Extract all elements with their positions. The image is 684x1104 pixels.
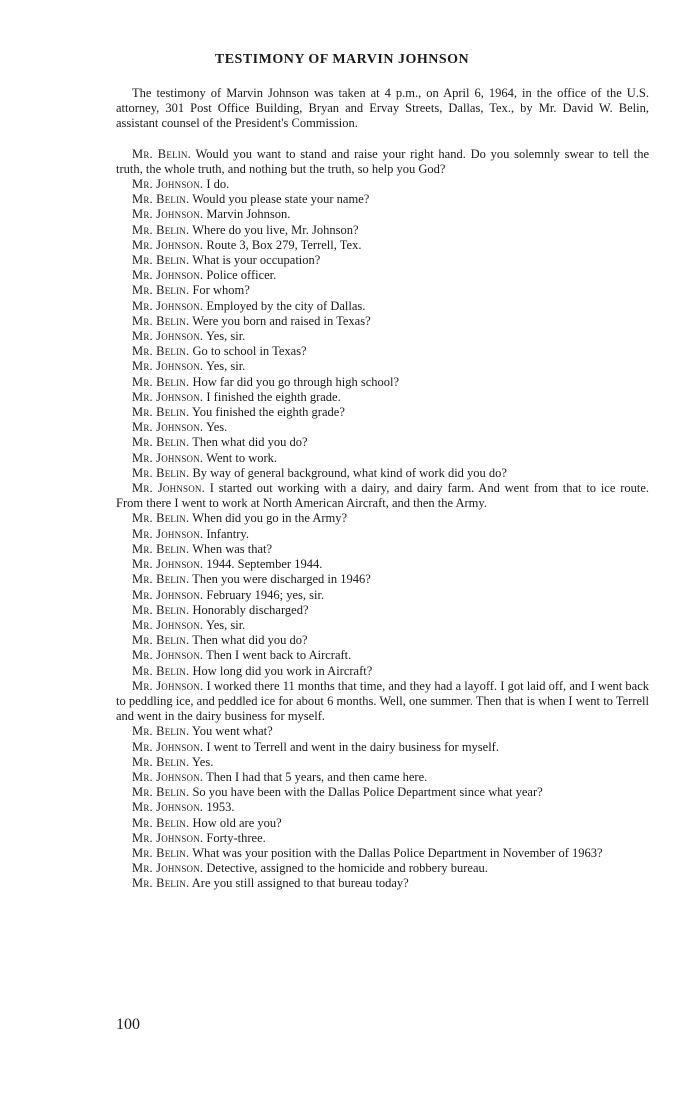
transcript-line [116, 800, 649, 815]
speaker-label: Mr. Belin. [132, 465, 190, 480]
transcript-line [116, 785, 649, 800]
speaker-label: Mr. Belin. [132, 283, 190, 298]
speech-text: Are you still assigned to that bureau today? [191, 876, 409, 891]
speaker-label: Mr. Belin. [132, 602, 190, 617]
transcript-line [116, 147, 649, 177]
speech-text: What is your occupation? [192, 253, 321, 268]
speaker-label: Mr. Johnson. [132, 557, 204, 572]
speech-text: I worked there 11 months that time, and they had a layoff. I got laid off, and I went back to peddling ice, and peddled ice for about 6 months. Well, one summer. Then that is when I went to Terrell and went in the dairy business for myself. [116, 678, 649, 724]
speaker-label: Mr. Johnson. [132, 617, 204, 632]
speech-text: How old are you? [192, 815, 282, 830]
speech-text: Yes, sir. [205, 329, 246, 344]
speaker-label: Mr. Johnson. [132, 329, 204, 344]
speech-text: Where do you live, Mr. Johnson? [192, 222, 359, 237]
page-title: TESTIMONY OF MARVIN JOHNSON [214, 52, 470, 67]
transcript-line [116, 177, 649, 192]
speaker-label: Mr. Belin. [132, 845, 190, 860]
transcript-line [116, 314, 649, 329]
speech-text: I do. [206, 177, 230, 192]
transcript-line [116, 770, 649, 785]
transcript-line [116, 420, 649, 435]
speaker-label: Mr. Belin. [132, 876, 190, 891]
speech-text: So you have been with the Dallas Police Department since what year? [192, 785, 543, 800]
speaker-label: Mr. Belin. [132, 344, 190, 359]
transcript-line [116, 572, 649, 587]
speech-text: Police officer. [206, 268, 277, 283]
speaker-label: Mr. Johnson. [132, 298, 204, 313]
speaker-label: Mr. Belin. [132, 541, 190, 556]
speaker-label: Mr. Johnson. [132, 450, 204, 465]
transcript-line [116, 633, 649, 648]
transcript-line [116, 192, 649, 207]
speech-text: What was your position with the Dallas Police Department in November of 1963? [192, 845, 603, 860]
page-number: 100 [116, 1016, 140, 1033]
speech-text: Then I had that 5 years, and then came here. [206, 769, 428, 784]
speech-text: Then what did you do? [192, 633, 308, 648]
transcript-line [116, 405, 649, 420]
transcript-line [116, 831, 649, 846]
speaker-label: Mr. Belin. [132, 633, 190, 648]
transcript-line [116, 390, 649, 405]
transcript-line [116, 253, 649, 268]
transcript-line [116, 724, 649, 739]
transcript-line [116, 679, 649, 725]
speaker-label: Mr. Johnson. [132, 389, 204, 404]
transcript-line [116, 435, 649, 450]
speaker-label: Mr. Belin. [132, 313, 190, 328]
transcript-line [116, 755, 649, 770]
speech-text: Then I went back to Aircraft. [206, 648, 352, 663]
speaker-label: Mr. Belin. [132, 754, 190, 769]
transcript-line [116, 618, 649, 633]
speech-text: Marvin Johnson. [206, 207, 291, 222]
speaker-label: Mr. Johnson. [132, 861, 204, 876]
speaker-label: Mr. Johnson. [132, 587, 204, 602]
transcript-line [116, 466, 649, 481]
speaker-label: Mr. Belin. [132, 146, 191, 161]
speech-text: Would you please state your name? [192, 192, 370, 207]
transcript-line [116, 481, 649, 511]
speaker-label: Mr. Johnson. [132, 526, 204, 541]
transcript-line [116, 527, 649, 542]
transcript-line [116, 557, 649, 572]
transcript-line [116, 664, 649, 679]
speaker-label: Mr. Johnson. [132, 830, 204, 845]
speech-text: Then what did you do? [192, 435, 308, 450]
speaker-label: Mr. Johnson. [132, 481, 205, 496]
speech-text: Route 3, Box 279, Terrell, Tex. [206, 237, 362, 252]
testimony-body [116, 86, 649, 892]
speech-text: Yes. [192, 754, 214, 769]
speaker-label: Mr. Johnson. [132, 800, 204, 815]
speech-text: I started out working with a dairy, and dairy farm. And went from that to ice route. From there I went to work at North American Aircraft, and then the Army. [116, 481, 650, 511]
speech-text: How far did you go through high school? [192, 374, 400, 389]
speech-text: How long did you work in Aircraft? [192, 663, 373, 678]
speaker-label: Mr. Belin. [132, 663, 190, 678]
speech-text: You finished the eighth grade? [192, 405, 345, 420]
speaker-label: Mr. Johnson. [132, 207, 204, 222]
speaker-label: Mr. Belin. [132, 815, 190, 830]
transcript-line [116, 648, 649, 663]
transcript-line [116, 375, 649, 390]
speaker-label: Mr. Johnson. [132, 420, 204, 435]
speech-text: Go to school in Texas? [192, 344, 307, 359]
speaker-label: Mr. Belin. [132, 724, 190, 739]
transcript-line [116, 451, 649, 466]
speech-text: Yes. [205, 420, 228, 435]
speaker-label: Mr. Johnson. [132, 739, 204, 754]
speaker-label: Mr. Johnson. [132, 648, 204, 663]
transcript-line [116, 603, 649, 618]
transcript-line [116, 268, 649, 283]
speaker-label: Mr. Belin. [132, 405, 190, 420]
speaker-label: Mr. Johnson. [132, 237, 204, 252]
speech-text: When did you go in the Army? [192, 511, 348, 526]
transcript-line [116, 588, 649, 603]
transcript-lines [116, 147, 649, 892]
speaker-label: Mr. Johnson. [132, 268, 204, 283]
speech-text: Yes, sir. [205, 359, 246, 374]
transcript-line [116, 299, 649, 314]
speech-text: By way of general background, what kind of work did you do? [192, 465, 507, 480]
transcript-line [116, 861, 649, 876]
speaker-label: Mr. Belin. [132, 222, 190, 237]
transcript-line [116, 329, 649, 344]
speaker-label: Mr. Johnson. [132, 359, 204, 374]
transcript-line [116, 207, 649, 222]
speech-text: Went to work. [206, 450, 278, 465]
speech-text: February 1946; yes, sir. [206, 587, 325, 602]
speaker-label: Mr. Johnson. [132, 769, 204, 784]
speech-text: Detective, assigned to the homicide and robbery bureau. [206, 861, 488, 876]
speech-text: Would you want to stand and raise your right hand. Do you solemnly swear to tell the truth, the whole truth, and nothing but the truth, so help you God? [116, 146, 649, 176]
speech-text: Were you born and raised in Texas? [192, 313, 371, 328]
speaker-label: Mr. Johnson. [132, 177, 204, 192]
speaker-label: Mr. Belin. [132, 253, 190, 268]
speaker-label: Mr. Johnson. [132, 678, 204, 693]
speech-text: I went to Terrell and went in the dairy business for myself. [206, 739, 499, 754]
transcript-line [116, 542, 649, 557]
transcript-line [116, 359, 649, 374]
speaker-label: Mr. Belin. [132, 435, 190, 450]
speaker-label: Mr. Belin. [132, 785, 190, 800]
speaker-label: Mr. Belin. [132, 374, 190, 389]
transcript-line [116, 344, 649, 359]
speech-text: Employed by the city of Dallas. [206, 298, 366, 313]
transcript-line [116, 238, 649, 253]
transcript-line [116, 846, 649, 861]
speech-text: 1944. September 1944. [206, 557, 323, 572]
transcript-line [116, 816, 649, 831]
speaker-label: Mr. Belin. [132, 511, 190, 526]
speech-text: Infantry. [206, 526, 249, 541]
speech-text: You went what? [192, 724, 273, 739]
speaker-label: Mr. Belin. [132, 192, 190, 207]
intro-paragraph: The testimony of Marvin Johnson was taken at 4 p.m., on April 6, 1964, in the office of the U.S. attorney, 301 Post Office Building, Bryan and Ervay Streets, Dallas, Tex., by Mr. David W. Belin, assistant counsel of the President's Commission. [116, 86, 649, 131]
speech-text: Then you were discharged in 1946? [192, 572, 371, 587]
speaker-label: Mr. Belin. [132, 572, 190, 587]
transcript-line [116, 283, 649, 298]
transcript-line [116, 876, 649, 891]
speech-text: Forty-three. [206, 830, 266, 845]
transcript-line [116, 511, 649, 526]
speech-text: For whom? [192, 283, 250, 298]
speech-text: When was that? [192, 541, 273, 556]
speech-text: Yes, sir. [205, 617, 246, 632]
speech-text: 1953. [206, 800, 235, 815]
transcript-line [116, 740, 649, 755]
transcript-line [116, 223, 649, 238]
speech-text: Honorably discharged? [192, 602, 309, 617]
speech-text: I finished the eighth grade. [206, 389, 341, 404]
